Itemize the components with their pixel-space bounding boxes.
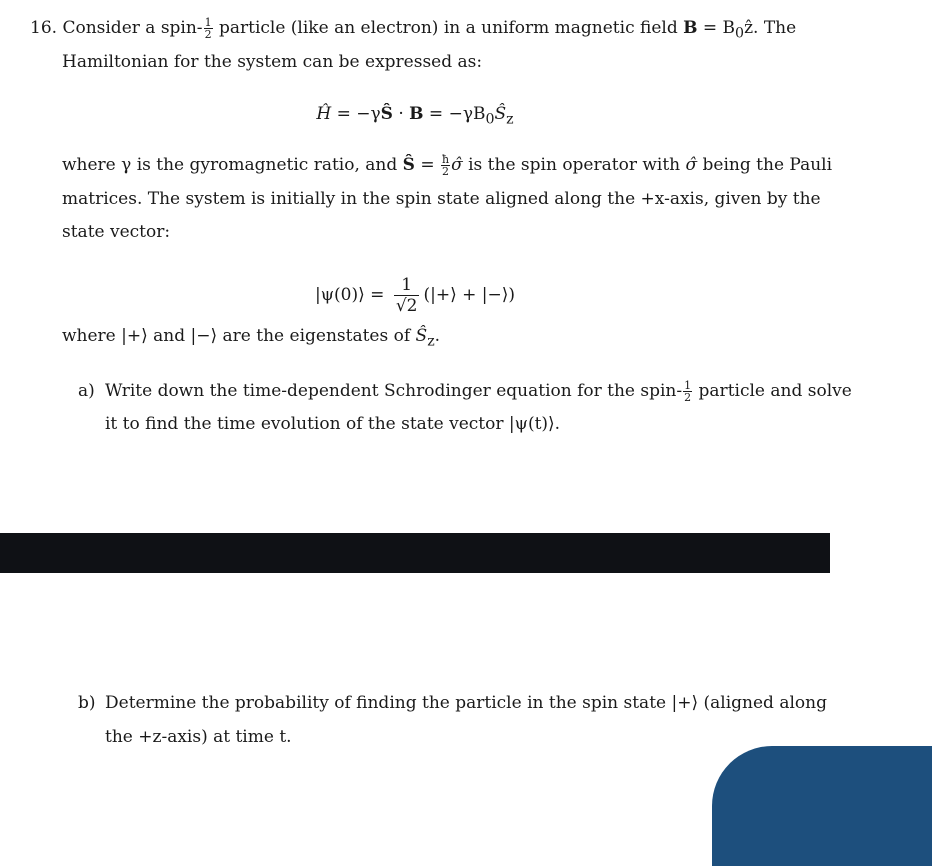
part-a-label: a) xyxy=(78,381,95,401)
part-b-line-2: the +z-axis) at time t. xyxy=(105,727,292,747)
dark-band xyxy=(0,533,830,573)
hamiltonian-equation: Ĥ = −γŜ · $B = -\gamma B_0Ŝ_z$ xyxy=(316,104,514,128)
fraction-one-over-root-two: $\frac{1}{√2}$ xyxy=(395,275,418,316)
fraction-half: $\frac{1}{2}$ xyxy=(204,16,212,41)
problem-line-2: Hamiltonian for the system can be expressed as: xyxy=(62,52,483,72)
problem-number: 16. xyxy=(30,18,58,38)
intro-text: Consider a spin- xyxy=(62,18,203,38)
fraction-hbar-half: $\frac{ħ}{2}$ xyxy=(442,153,450,178)
part-a-line-1: Write down the time-dependent Schrodinger equation for the spin- $\frac{1}{2}$ particle and solve xyxy=(105,379,852,404)
fraction-half-a: $\frac{1}{2}$ xyxy=(684,379,692,404)
where-line-1: where γ is the gyromagnetic ratio, and Ŝ = $\frac{ħ}{2}$ σ̂ is the spin operator with σ̂ being the Pauli xyxy=(62,153,833,178)
part-a-line-2: it to find the time evolution of the state vector |ψ(t)⟩. xyxy=(105,414,561,434)
symbol-B: B xyxy=(683,18,698,38)
where-line-2: matrices. The system is initially in the spin state aligned along the +x-axis, given by the xyxy=(62,189,821,209)
part-b-line-1: Determine the probability of finding the particle in the spin state |+⟩ (aligned along xyxy=(105,693,827,713)
initial-state-equation: |ψ(0)⟩ = $\frac{1}{√2}$ (|+⟩ + |−⟩) xyxy=(314,275,515,316)
part-b-label: b) xyxy=(78,693,96,713)
eigenstates-line: where |+⟩ and |−⟩ are the eigenstates of $Ŝ_z$. xyxy=(62,326,441,350)
floating-action-button[interactable] xyxy=(712,746,932,866)
where-line-3: state vector: xyxy=(62,222,171,242)
problem-line-1: 16. Consider a spin- $\frac{1}{2}$ particle (like an electron) in a uniform magnetic field $B = B_0ẑ$. The xyxy=(30,16,797,42)
